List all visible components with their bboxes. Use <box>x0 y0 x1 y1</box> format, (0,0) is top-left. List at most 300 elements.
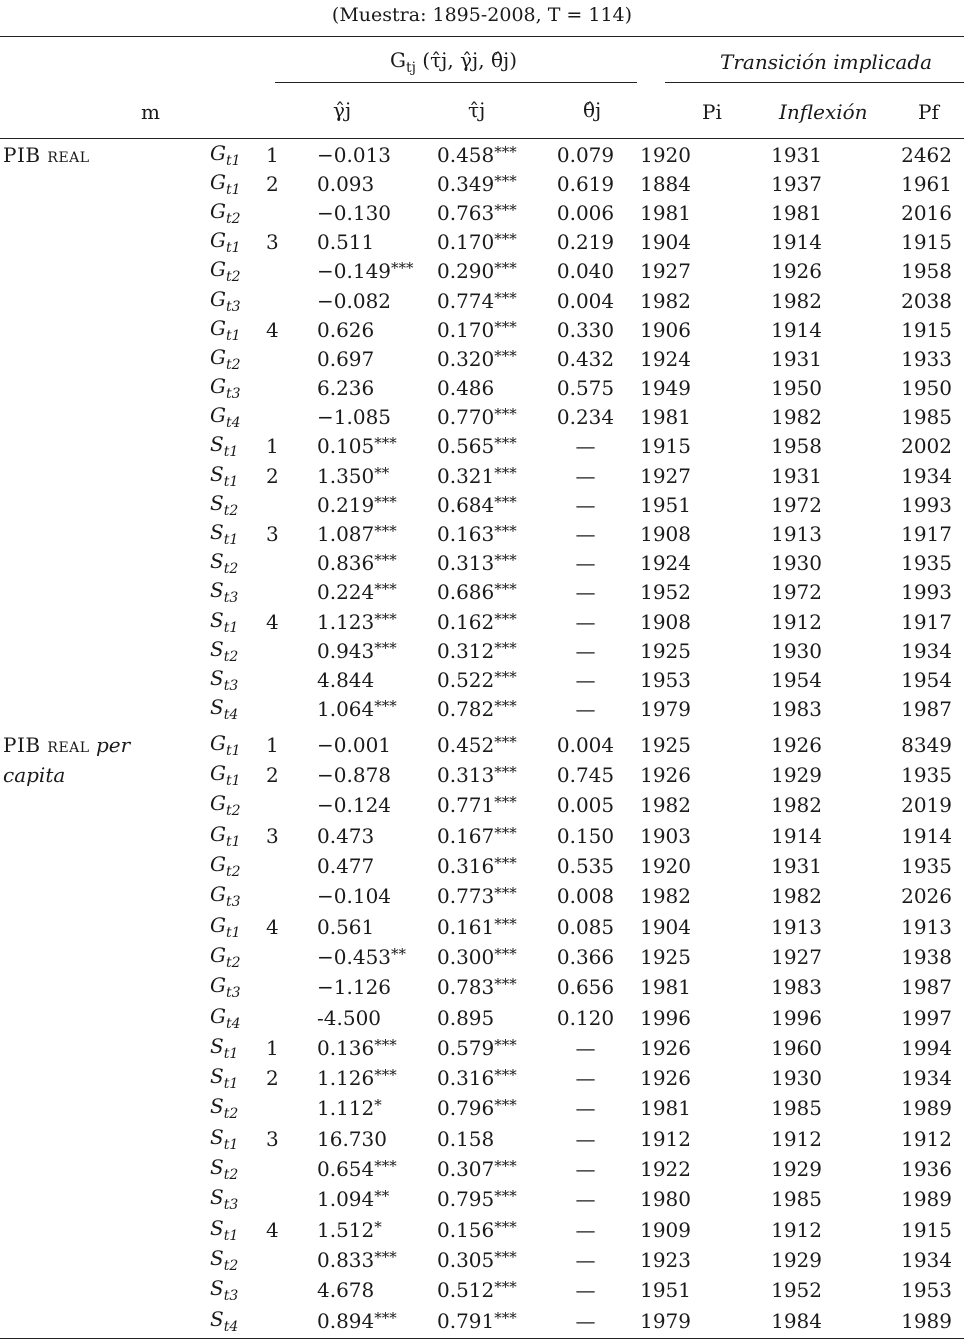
inflexion-year: 1913 <box>771 522 822 547</box>
significance-stars: *** <box>494 854 517 873</box>
function-subscript: t1 <box>223 532 239 549</box>
tau-estimate-value: 0.162*** <box>437 609 517 634</box>
function-subscript: t3 <box>223 590 239 607</box>
regime-count: 1 <box>266 732 279 757</box>
inflexion-year: 1937 <box>771 171 822 196</box>
tau-estimate <box>423 821 548 851</box>
gamma-estimate <box>295 1215 423 1245</box>
gamma-estimate <box>295 1093 423 1123</box>
significance-stars: *** <box>494 667 517 686</box>
pf-year: 1934 <box>901 1247 952 1272</box>
significance-stars: *** <box>494 492 517 511</box>
gamma-estimate-value: −0.001 <box>317 732 392 757</box>
gamma-estimate-value: 0.105*** <box>317 434 397 459</box>
function-letter: G <box>210 198 226 223</box>
significance-stars: *** <box>494 1187 517 1206</box>
pf-year: 1985 <box>901 405 952 430</box>
tau-estimate-value: 0.579*** <box>437 1035 517 1060</box>
bottom-rule <box>0 1338 964 1339</box>
significance-stars: *** <box>374 1308 397 1327</box>
gamma-estimate <box>295 1154 423 1184</box>
tau-estimate <box>423 1063 548 1093</box>
significance-stars: *** <box>494 171 517 190</box>
table-row <box>0 1063 964 1093</box>
tau-estimate <box>423 403 548 432</box>
inflexion-year: 1929 <box>771 763 822 788</box>
regime-count <box>125 257 202 286</box>
gamma-estimate <box>295 286 423 315</box>
tau-estimate-value: 0.158 <box>437 1126 495 1151</box>
tau-estimate <box>423 169 548 198</box>
function-letter: S <box>210 665 224 690</box>
significance-stars: *** <box>494 914 517 933</box>
function-subscript: t2 <box>225 356 241 373</box>
tau-estimate-value: 0.313*** <box>437 551 517 576</box>
significance-stars: ** <box>374 1187 390 1206</box>
table-row <box>0 344 964 373</box>
pf-year: 1935 <box>901 763 952 788</box>
pi-year: 1924 <box>640 551 691 576</box>
significance-stars: *** <box>374 1035 397 1054</box>
gamma-estimate <box>295 257 423 286</box>
gamma-estimate-value: −0.453** <box>317 944 407 969</box>
significance-stars: *** <box>494 638 517 657</box>
significance-stars: *** <box>494 884 517 903</box>
significance-stars: *** <box>494 200 517 219</box>
theta-estimate: 0.575 <box>556 376 615 401</box>
gamma-estimate <box>295 1063 423 1093</box>
table-row <box>0 695 964 724</box>
regime-count <box>125 636 202 665</box>
tau-estimate-value: 0.458*** <box>437 142 517 167</box>
function-subscript: t2 <box>223 561 239 578</box>
tau-estimate <box>423 730 548 760</box>
table-row <box>0 912 964 942</box>
regime-count <box>125 490 202 519</box>
significance-stars: *** <box>374 1157 397 1176</box>
inflexion-year: 1960 <box>771 1035 822 1060</box>
tau-estimate <box>423 1033 548 1063</box>
function-subscript: t4 <box>225 415 241 432</box>
pi-year: 1951 <box>640 492 691 517</box>
gamma-estimate <box>295 228 423 257</box>
regime-count <box>125 403 202 432</box>
gamma-estimate <box>295 1002 423 1032</box>
function-subscript: t4 <box>223 1318 239 1335</box>
function-letter: G <box>210 942 226 967</box>
function-subscript: t3 <box>225 894 241 911</box>
pi-year: 1908 <box>640 609 691 634</box>
theta-estimate: — <box>575 1035 596 1060</box>
inflexion-year: 1930 <box>771 638 822 663</box>
function-letter: G <box>210 821 226 846</box>
pf-year: 2026 <box>901 884 952 909</box>
transition-function <box>202 1063 295 1093</box>
tau-estimate-value: 0.522*** <box>437 667 517 692</box>
theta-estimate: — <box>575 1278 596 1303</box>
tau-estimate-value: 0.170*** <box>437 317 517 342</box>
tau-estimate <box>423 665 548 694</box>
tau-estimate-value: 0.763*** <box>437 200 517 225</box>
table-row <box>0 549 964 578</box>
function-letter: S <box>210 636 224 661</box>
function-letter: G <box>210 1003 226 1028</box>
gamma-estimate <box>295 665 423 694</box>
table-row <box>0 636 964 665</box>
pi-year: 1904 <box>640 914 691 939</box>
tau-estimate-value: 0.486 <box>437 376 495 401</box>
function-letter: G <box>210 344 226 369</box>
gamma-estimate-value: −1.085 <box>317 405 392 430</box>
theta-estimate: — <box>575 667 596 692</box>
gamma-estimate-value: 0.511 <box>317 230 375 255</box>
inflexion-year: 1931 <box>771 346 822 371</box>
regime-count <box>125 695 202 724</box>
theta-estimate: — <box>575 1187 596 1212</box>
inflexion-year: 1929 <box>771 1157 822 1182</box>
gamma-estimate <box>295 942 423 972</box>
theta-estimate: — <box>575 522 596 547</box>
variable-label-pib-real <box>0 140 125 724</box>
inflexion-year: 1931 <box>771 142 822 167</box>
function-subscript: t1 <box>225 240 241 257</box>
inflexion-year: 1926 <box>771 259 822 284</box>
significance-stars: *** <box>374 638 397 657</box>
theta-estimate: 0.120 <box>556 1005 615 1030</box>
function-subscript: t3 <box>223 1288 239 1305</box>
transition-function <box>202 140 295 169</box>
function-letter: S <box>210 432 224 457</box>
function-subscript: t3 <box>223 1197 239 1214</box>
theta-estimate: — <box>575 697 596 722</box>
table-row <box>0 461 964 490</box>
gamma-estimate <box>295 972 423 1002</box>
regime-count: 2 <box>266 1066 279 1091</box>
theta-estimate: — <box>575 1308 596 1333</box>
tau-estimate-value: 0.307*** <box>437 1157 517 1182</box>
function-letter: S <box>210 1276 224 1301</box>
table-row <box>0 169 964 198</box>
pf-year: 1994 <box>901 1035 952 1060</box>
tau-estimate-value: 0.290*** <box>437 259 517 284</box>
pi-year: 1923 <box>640 1247 691 1272</box>
transition-function <box>202 636 295 665</box>
tau-estimate-value: 0.170*** <box>437 230 517 255</box>
pf-year: 1917 <box>901 522 952 547</box>
tau-estimate-value: 0.321*** <box>437 463 517 488</box>
transition-function <box>202 1245 295 1275</box>
tau-estimate <box>423 1002 548 1032</box>
transition-function <box>202 1275 295 1305</box>
function-subscript: t1 <box>225 327 241 344</box>
significance-stars: *** <box>494 405 517 424</box>
transition-function <box>202 1305 295 1335</box>
inflexion-year: 1913 <box>771 914 822 939</box>
regime-count: 3 <box>266 1126 279 1151</box>
significance-stars: * <box>374 1217 382 1236</box>
function-letter: S <box>210 1124 224 1149</box>
function-subscript: t1 <box>223 1227 239 1244</box>
inflexion-year: 1958 <box>771 434 822 459</box>
tau-estimate <box>423 461 548 490</box>
function-subscript: t2 <box>223 502 239 519</box>
header-tau: τ̂j <box>468 98 486 122</box>
gamma-estimate-value: -4.500 <box>317 1005 382 1030</box>
significance-stars: *** <box>494 580 517 599</box>
tau-estimate-value: 0.316*** <box>437 854 517 879</box>
regime-count: 4 <box>266 1217 279 1242</box>
significance-stars: *** <box>494 230 517 249</box>
regime-count <box>125 1093 202 1123</box>
function-subscript: t2 <box>223 1257 239 1274</box>
table-row <box>0 257 964 286</box>
significance-stars: *** <box>494 1157 517 1176</box>
inflexion-year: 1982 <box>771 405 822 430</box>
function-subscript: t1 <box>223 1076 239 1093</box>
significance-stars: *** <box>494 142 517 161</box>
theta-estimate: — <box>575 1247 596 1272</box>
inflexion-year: 1983 <box>771 697 822 722</box>
regime-count: 1 <box>266 434 279 459</box>
pi-year: 1884 <box>640 171 691 196</box>
pi-year: 1908 <box>640 522 691 547</box>
function-letter: S <box>210 1245 224 1270</box>
transition-function <box>202 1154 295 1184</box>
function-subscript: t1 <box>225 152 241 169</box>
function-subscript: t4 <box>225 1015 241 1032</box>
pi-year: 1915 <box>640 434 691 459</box>
regime-count: 2 <box>266 763 279 788</box>
variable-label-per: per <box>95 732 131 757</box>
tau-estimate <box>423 286 548 315</box>
gamma-estimate-value: 0.943*** <box>317 638 397 663</box>
regime-count: 3 <box>266 522 279 547</box>
pf-year: 1993 <box>901 580 952 605</box>
pf-year: 8349 <box>901 732 952 757</box>
significance-stars: *** <box>494 1035 517 1054</box>
theta-estimate: 0.366 <box>556 944 615 969</box>
inflexion-year: 1996 <box>771 1005 822 1030</box>
tau-estimate <box>423 1275 548 1305</box>
transition-function <box>202 881 295 911</box>
significance-stars: *** <box>374 609 397 628</box>
pi-year: 1925 <box>640 944 691 969</box>
function-subscript: t4 <box>223 707 239 724</box>
gamma-estimate <box>295 912 423 942</box>
pf-year: 2462 <box>901 142 952 167</box>
significance-stars: *** <box>494 463 517 482</box>
inflexion-year: 1929 <box>771 1247 822 1272</box>
theta-estimate: 0.745 <box>556 763 615 788</box>
table-row <box>0 790 964 820</box>
theta-estimate: 0.619 <box>556 171 615 196</box>
estimates-table <box>0 140 964 1336</box>
pi-year: 1920 <box>640 854 691 879</box>
inflexion-year: 1952 <box>771 1278 822 1303</box>
regime-count: 4 <box>266 609 279 634</box>
table-row <box>0 1184 964 1214</box>
tau-estimate <box>423 607 548 636</box>
function-subscript: t1 <box>225 833 241 850</box>
gamma-estimate-value: 0.477 <box>317 854 375 879</box>
tau-estimate <box>423 912 548 942</box>
tau-estimate <box>423 140 548 169</box>
table-row <box>0 1275 964 1305</box>
function-letter: G <box>210 140 226 165</box>
function-letter: S <box>210 1155 224 1180</box>
gamma-estimate <box>295 760 423 790</box>
variable-label-pib-real-per-capita <box>0 730 131 1336</box>
function-subscript: t1 <box>223 473 239 490</box>
function-letter: S <box>210 1306 224 1331</box>
inflexion-year: 1985 <box>771 1187 822 1212</box>
transition-function <box>202 169 295 198</box>
gamma-estimate-value: 0.093 <box>317 171 375 196</box>
gamma-estimate-value: −0.104 <box>317 884 392 909</box>
gamma-estimate-value: 0.473 <box>317 823 375 848</box>
gamma-estimate <box>295 432 423 461</box>
significance-stars: *** <box>494 1247 517 1266</box>
regime-count <box>125 286 202 315</box>
group-rule-transition <box>665 82 964 83</box>
inflexion-year: 1926 <box>771 732 822 757</box>
pi-year: 1906 <box>640 317 691 342</box>
gamma-estimate <box>295 1305 423 1335</box>
table-row <box>0 607 964 636</box>
significance-stars: *** <box>494 288 517 307</box>
regime-count <box>125 1305 202 1335</box>
pf-year: 1997 <box>901 1005 952 1030</box>
gamma-estimate <box>295 578 423 607</box>
transition-function <box>202 851 295 881</box>
function-letter: G <box>210 286 226 311</box>
transition-function <box>202 942 295 972</box>
tau-estimate-value: 0.452*** <box>437 732 517 757</box>
pi-year: 1904 <box>640 230 691 255</box>
inflexion-year: 1914 <box>771 317 822 342</box>
significance-stars: *** <box>494 1308 517 1327</box>
pf-year: 1987 <box>901 975 952 1000</box>
variable-label-text: PIB real <box>3 143 90 167</box>
pi-year: 1912 <box>640 1126 691 1151</box>
gamma-estimate <box>295 607 423 636</box>
inflexion-year: 1931 <box>771 463 822 488</box>
pi-year: 1926 <box>640 763 691 788</box>
tau-estimate <box>423 1245 548 1275</box>
transition-function <box>202 403 295 432</box>
tau-estimate-value: 0.300*** <box>437 944 517 969</box>
theta-estimate: — <box>575 580 596 605</box>
regime-count <box>125 198 202 227</box>
significance-stars: *** <box>494 944 517 963</box>
theta-estimate: 0.535 <box>556 854 615 879</box>
regime-count <box>125 1002 202 1032</box>
function-letter: S <box>210 1033 224 1058</box>
theta-estimate: 0.004 <box>556 288 615 313</box>
function-subscript: t1 <box>225 742 241 759</box>
regime-count <box>125 549 202 578</box>
theta-estimate: 0.432 <box>556 346 615 371</box>
function-subscript: t3 <box>223 677 239 694</box>
table-row <box>0 942 964 972</box>
tau-estimate <box>423 1184 548 1214</box>
theta-estimate: 0.330 <box>556 317 615 342</box>
pf-year: 1953 <box>901 1278 952 1303</box>
group-rule-function <box>275 82 637 83</box>
table-row <box>0 286 964 315</box>
significance-stars: *** <box>494 1217 517 1236</box>
significance-stars: *** <box>374 1066 397 1085</box>
gamma-estimate <box>295 169 423 198</box>
pi-year: 1926 <box>640 1066 691 1091</box>
pi-year: 1980 <box>640 1187 691 1212</box>
transition-function <box>202 760 295 790</box>
header-pi: Pi <box>702 100 722 124</box>
pf-year: 1936 <box>901 1157 952 1182</box>
theta-estimate: 0.219 <box>556 230 615 255</box>
inflexion-year: 1912 <box>771 609 822 634</box>
gamma-estimate-value: 0.136*** <box>317 1035 397 1060</box>
tau-estimate-value: 0.686*** <box>437 580 517 605</box>
pi-year: 1982 <box>640 288 691 313</box>
tau-estimate-value: 0.312*** <box>437 638 517 663</box>
function-letter: G <box>210 257 226 282</box>
pi-year: 1920 <box>640 142 691 167</box>
tau-estimate <box>423 760 548 790</box>
gamma-estimate-value: 1.350** <box>317 463 390 488</box>
table-row <box>0 760 964 790</box>
function-letter: S <box>210 695 224 720</box>
function-letter: G <box>210 761 226 786</box>
theta-estimate: — <box>575 609 596 634</box>
gamma-estimate-value: −0.149*** <box>317 259 414 284</box>
table-row <box>0 578 964 607</box>
pi-year: 1903 <box>640 823 691 848</box>
theta-estimate: 0.234 <box>556 405 615 430</box>
tau-estimate <box>423 344 548 373</box>
transition-function <box>202 315 295 344</box>
significance-stars: *** <box>494 522 517 541</box>
header-transition-group: Transición implicada <box>720 50 933 74</box>
significance-stars: *** <box>494 1066 517 1085</box>
inflexion-year: 1912 <box>771 1126 822 1151</box>
pf-year: 1958 <box>901 259 952 284</box>
transition-function <box>202 821 295 851</box>
significance-stars: *** <box>494 763 517 782</box>
table-row <box>0 1033 964 1063</box>
function-subscript: t3 <box>225 386 241 403</box>
table-row <box>0 140 964 169</box>
tau-estimate-value: 0.796*** <box>437 1096 517 1121</box>
inflexion-year: 1931 <box>771 854 822 879</box>
tau-estimate-value: 0.161*** <box>437 914 517 939</box>
pf-year: 1989 <box>901 1096 952 1121</box>
function-letter: S <box>210 1094 224 1119</box>
tau-estimate-value: 0.774*** <box>437 288 517 313</box>
table-row <box>0 374 964 403</box>
function-subscript: t1 <box>223 1045 239 1062</box>
regime-count <box>125 1184 202 1214</box>
tau-estimate <box>423 942 548 972</box>
pf-year: 1915 <box>901 230 952 255</box>
table-row <box>0 228 964 257</box>
gamma-estimate <box>295 490 423 519</box>
pi-year: 1996 <box>640 1005 691 1030</box>
function-letter: S <box>210 578 224 603</box>
theta-estimate: 0.079 <box>556 142 615 167</box>
header-inflexion: Inflexión <box>779 100 868 124</box>
transition-function <box>202 490 295 519</box>
